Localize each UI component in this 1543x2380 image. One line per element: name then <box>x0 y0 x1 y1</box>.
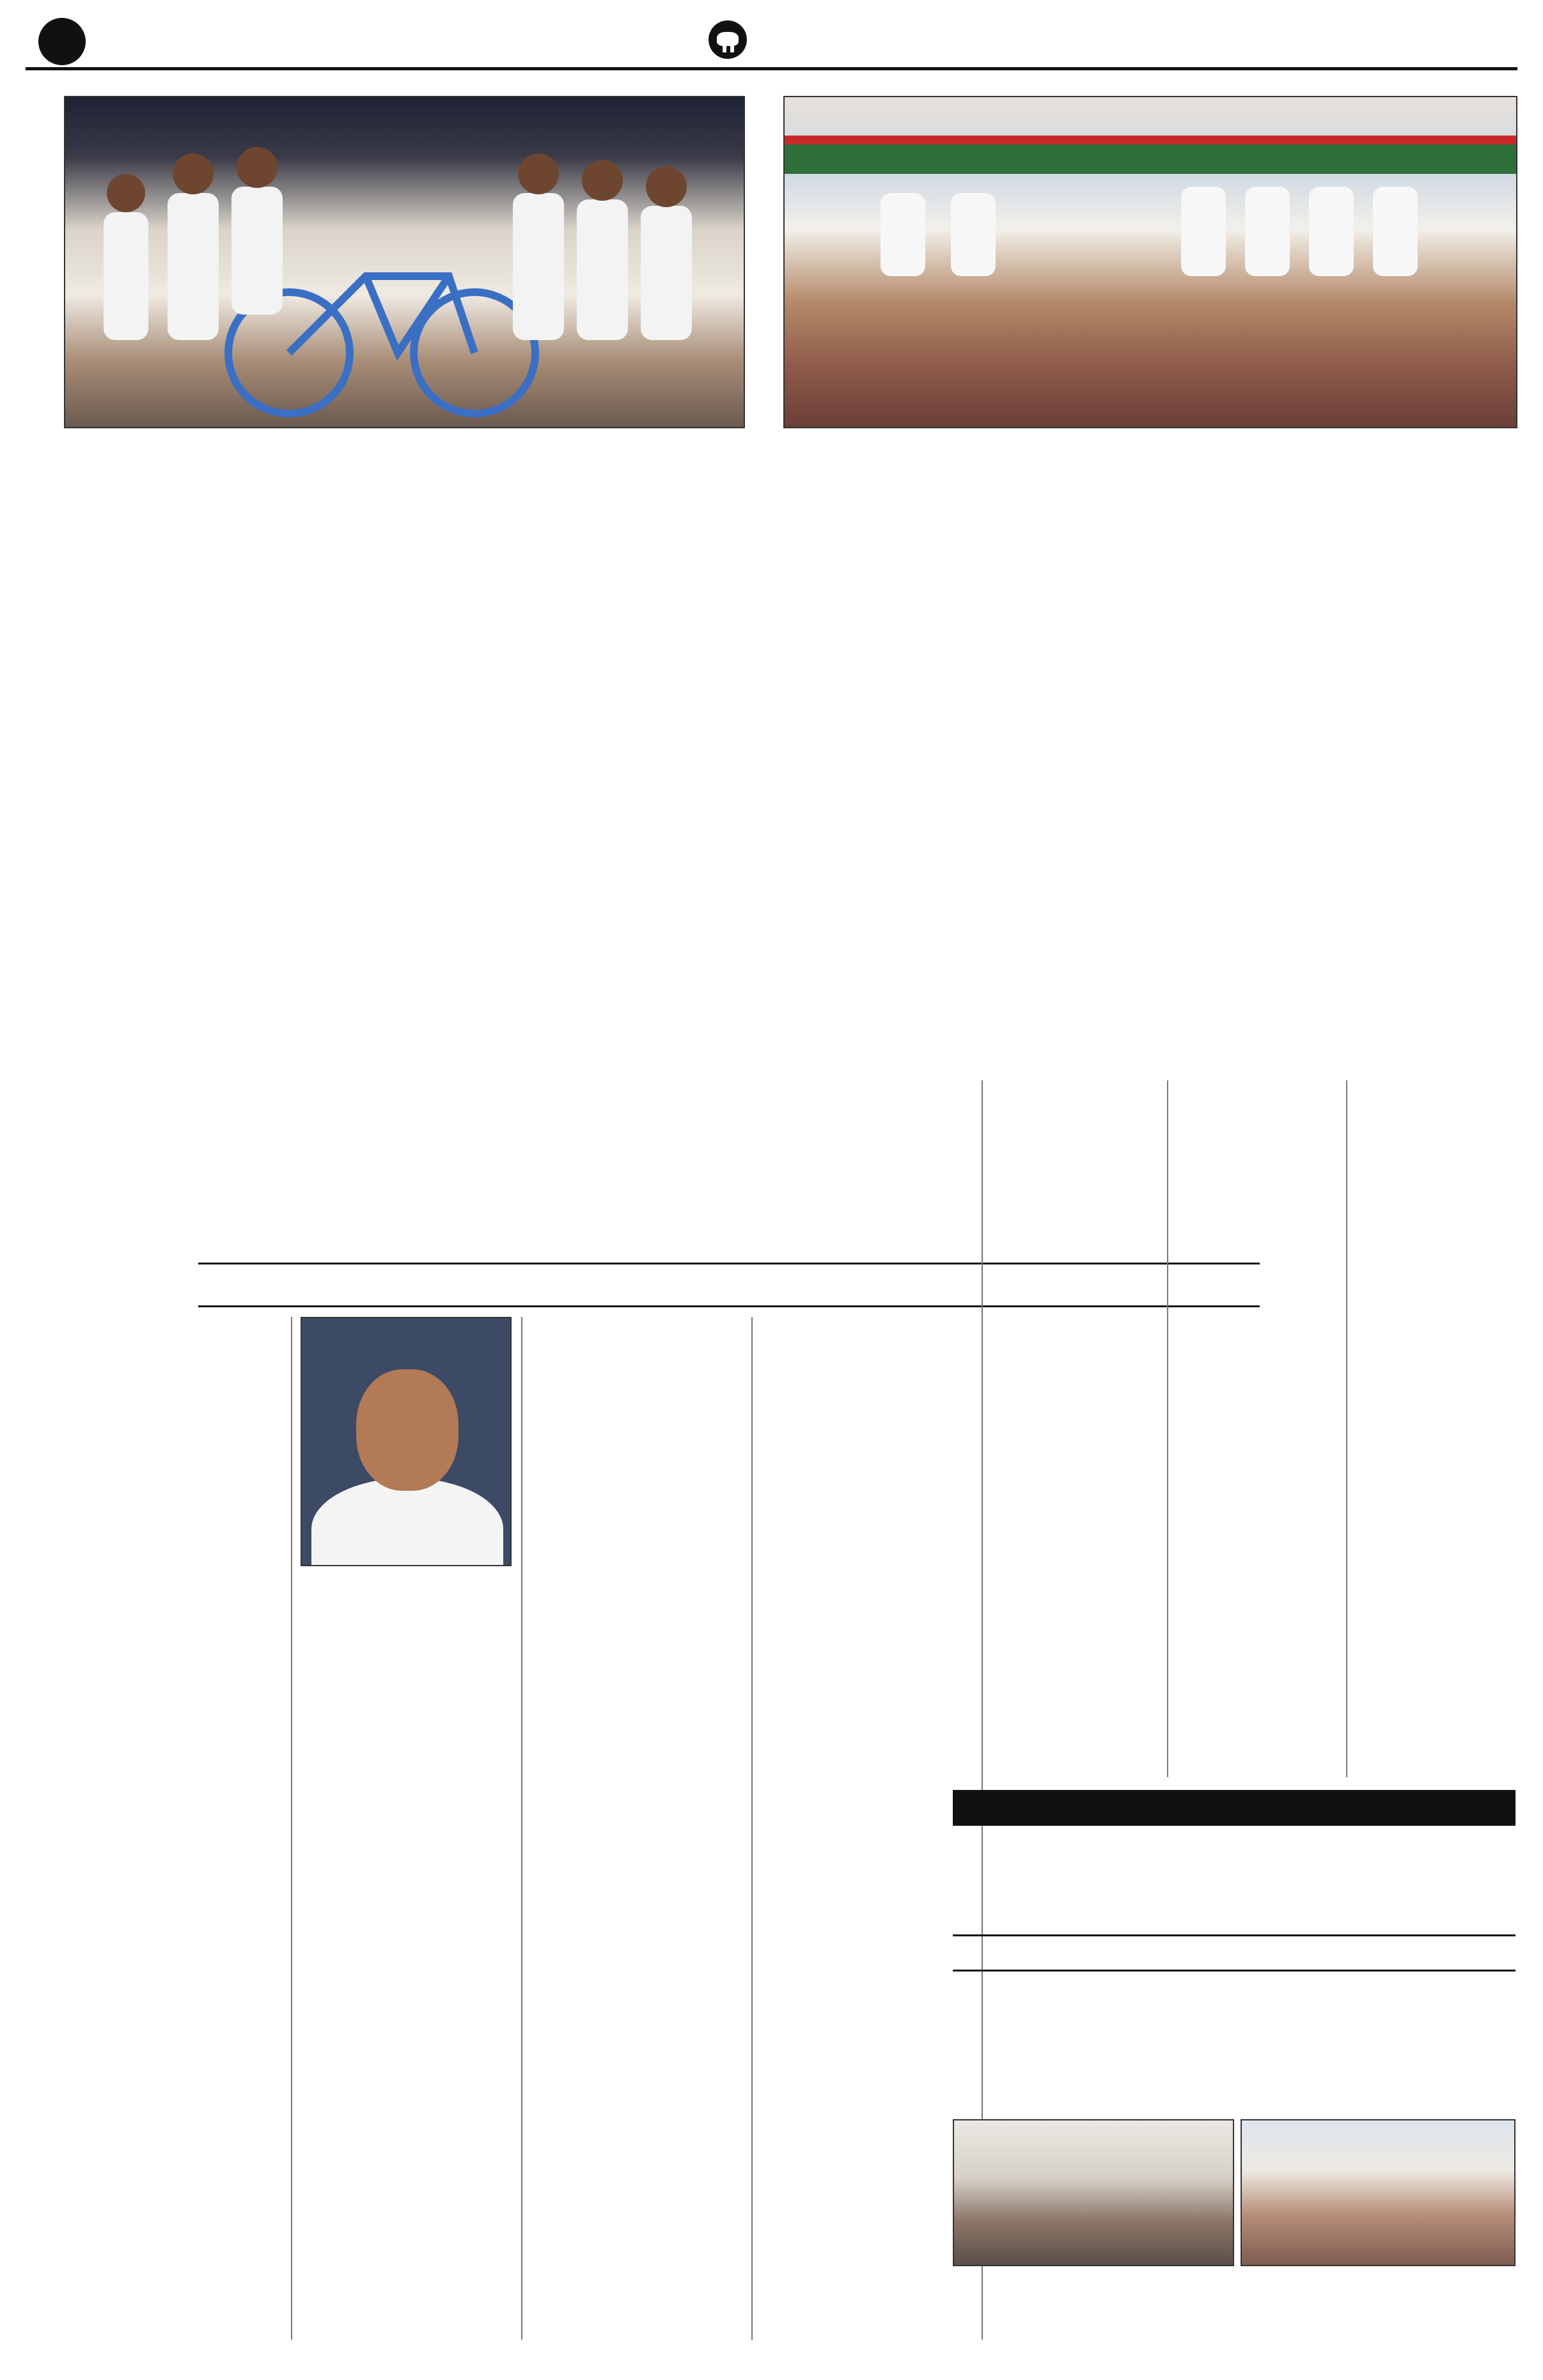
photo-top-left <box>64 96 745 428</box>
story-column-7 <box>1356 1080 1516 1777</box>
photo-mid-right-b <box>1241 2119 1516 2266</box>
speaker-portrait <box>301 1317 512 1566</box>
story-column-2 <box>301 1579 512 2340</box>
bicycle-illustration <box>65 97 745 428</box>
caption-top-left <box>64 435 745 524</box>
caption-top-right <box>783 435 1517 524</box>
photo-top-right <box>783 96 1517 428</box>
caption-mid-right <box>953 2273 1516 2343</box>
story-column-3 <box>531 1317 742 2340</box>
story-column-1 <box>64 1317 281 2340</box>
story2-headline <box>953 1832 1516 1928</box>
photo-mid-right-a <box>953 2119 1234 2266</box>
event-stage-illustration <box>785 97 1517 428</box>
story-column-5 <box>991 1080 1161 1777</box>
story2-column-2 <box>1145 1979 1324 2113</box>
story-headline <box>77 1144 1368 1256</box>
masthead <box>26 13 1517 70</box>
page-number <box>38 18 86 65</box>
story2-subhead <box>953 1934 1516 1972</box>
story2-column-3 <box>1336 1979 1516 2113</box>
story-column-6 <box>1177 1080 1340 1777</box>
story-column-4 <box>761 1317 972 2340</box>
story2-column-1 <box>953 1979 1132 2113</box>
elephant-icon <box>709 20 747 59</box>
story2-band <box>953 1790 1516 1826</box>
